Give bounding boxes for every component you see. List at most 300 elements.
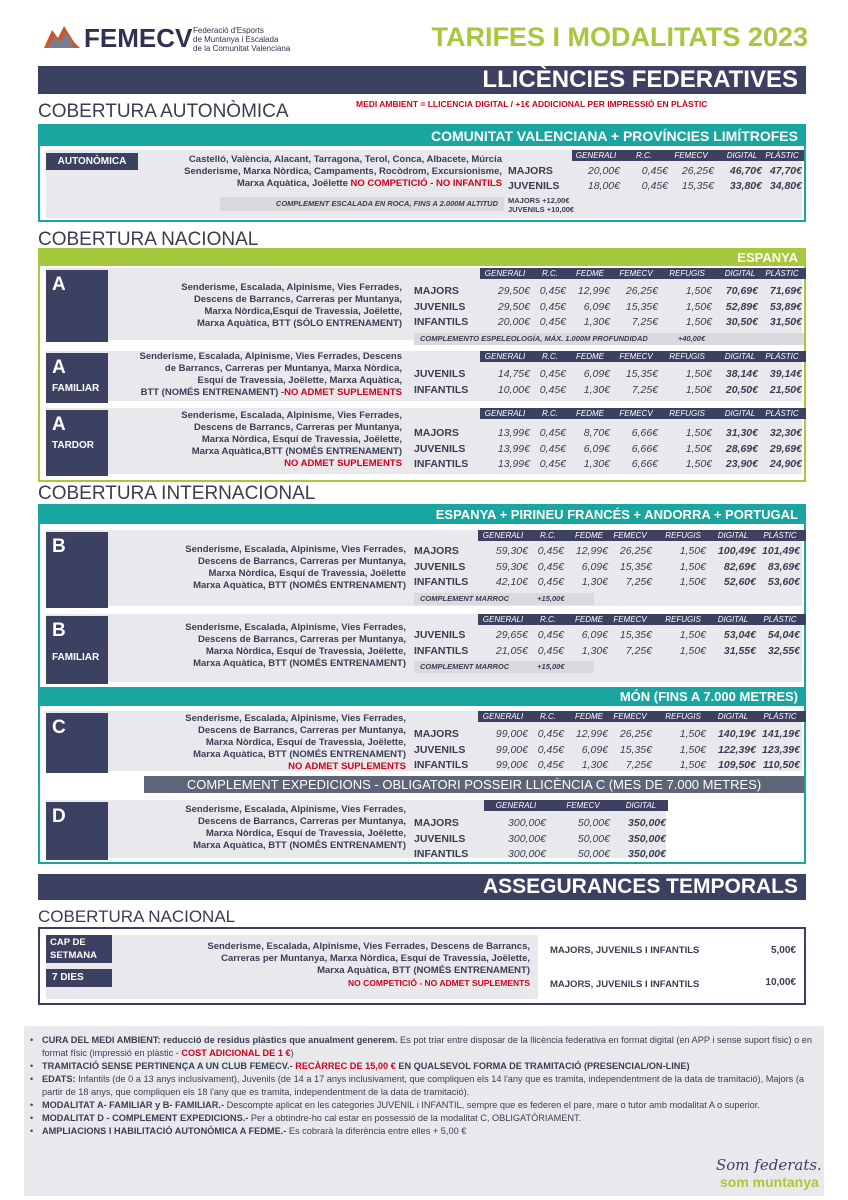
- header-cell: FEMECV: [668, 150, 714, 161]
- row-label: JUVENILS: [414, 832, 466, 845]
- autonomica-complement-vals: [508, 196, 574, 214]
- price-cell: 1,50€: [679, 759, 706, 771]
- price-cell: 32,30€: [769, 427, 802, 439]
- desc-line: Marxa Aquàtica, BTT (NOMÉS ENTRENAMENT): [193, 658, 406, 669]
- header-cell: FEDME: [570, 711, 608, 722]
- price-cell: 15,35€: [619, 629, 652, 641]
- temporals-row-value: 10,00€: [765, 977, 796, 988]
- price-cell: 21,05€: [495, 644, 528, 657]
- header-cell: PLÀSTIC: [760, 711, 800, 722]
- header-cell: DIGITAL: [710, 530, 756, 541]
- header-cell: GENERALI: [480, 268, 530, 279]
- desc-line: Marxa Nòrdica,Esquí de Travessia, Joëlette,: [204, 306, 402, 317]
- header-cell: DIGITAL: [710, 711, 756, 722]
- note-item: • AMPLIACIONS I HABILITACIÓ AUTONÒMICA A FEDME.- Es cobrarà la diferència entre elles + 5,00 €: [30, 1126, 467, 1136]
- note-item: • TRAMITACIÓ SENSE PERTINENÇA A UN CLUB FEMECV.- RECÀRREC DE 15,00 € EN QUALSEVOL FORMA DE TRAMITACIÓ (PRESENCIAL/ON-LINE): [30, 1061, 690, 1071]
- header-cell: PLÀSTIC: [762, 268, 802, 279]
- price-cell: 7,25€: [631, 383, 658, 396]
- price-cell: 70,69€: [725, 285, 758, 297]
- price-cell: 50,00€: [577, 817, 610, 829]
- row-label: JUVENILS: [414, 560, 466, 573]
- code-subtitle: TARDOR: [52, 440, 95, 451]
- price-cell: 0,45€: [537, 560, 564, 573]
- price-cell: 38,14€: [725, 368, 758, 380]
- brand-name: FEMECV: [84, 23, 193, 53]
- note-bold: EN QUALSEVOL FORMA DE TRAMITACIÓ (PRESENCIAL/ON-LINE): [395, 1061, 690, 1071]
- autonomica-bar: COMUNITAT VALENCIANA + PROVÍNCIES LIMÍTROFES: [40, 126, 804, 146]
- desc-line: Esquí de Travessia, Joëlette, Marxa Aquàtica,: [197, 375, 402, 386]
- code-letter: D: [52, 806, 66, 827]
- price-cell: 12,99€: [575, 728, 608, 740]
- header-cell: FEMECV: [556, 800, 610, 811]
- price-cell: 26,25€: [681, 165, 714, 177]
- header-cell: FEMECV: [608, 711, 652, 722]
- price-cell: 13,99€: [497, 458, 530, 470]
- row-label: JUVENILS: [414, 629, 466, 641]
- price-cell: 0,45€: [537, 759, 564, 771]
- price-cell: 300,00€: [508, 817, 546, 829]
- desc-line: Senderisme, Escalada, Alpinisme, Vies Ferrades,: [181, 282, 402, 293]
- price-cell: 15,35€: [619, 743, 652, 756]
- row-label: JUVENILS: [414, 442, 466, 455]
- price-cell: 14,75€: [497, 368, 530, 380]
- row-label: JUVENILS: [414, 368, 466, 380]
- temporals-box: [38, 927, 806, 1005]
- row-label: JUVENILS: [414, 300, 466, 313]
- temporals-bar: ASSEGURANCES TEMPORALS: [38, 874, 806, 900]
- header-cell: FEMECV: [614, 351, 658, 362]
- header-cell: FEDME: [570, 614, 608, 625]
- price-cell: 33,80€: [729, 180, 762, 192]
- price-cell: 20,00€: [587, 165, 620, 177]
- temporals-row-label: MAJORS, JUVENILS I INFANTILS: [550, 979, 700, 990]
- header-cell: REFUGIS: [662, 408, 712, 419]
- price-cell: 31,30€: [725, 427, 758, 439]
- price-cell: 1,50€: [685, 383, 712, 396]
- price-cell: 71,69€: [769, 285, 802, 297]
- price-cell: 141,19€: [762, 728, 800, 740]
- block-desc: [96, 713, 406, 773]
- note-bold: MODALITAT A- FAMILIAR y B- FAMILIAR.-: [42, 1100, 225, 1110]
- code-subtitle: FAMILIAR: [52, 652, 100, 663]
- desc-line: Senderisme, Escalada, Alpinisme, Vies Ferrades,: [185, 544, 406, 555]
- block-desc: [96, 804, 406, 852]
- note-item: • CURA DEL MEDI AMBIENT: reducció de residus plàstics que anualment generem. Es pot triar entre disposar de la llicència federativa en format digital (en APP i sense suport físic) o en format físic (impressió en plàstic - COST ADICIONAL DE 1 €): [30, 1035, 812, 1058]
- header-cell: GENERALI: [480, 351, 530, 362]
- price-cell: 39,14€: [769, 368, 802, 380]
- note-red: COST ADICIONAL DE 1 €: [181, 1048, 291, 1058]
- price-cell: 350,00€: [628, 832, 666, 845]
- row-label: INFANTILS: [414, 458, 469, 470]
- header-cell: R.C.: [532, 530, 564, 541]
- price-cell: 32,55€: [767, 644, 800, 657]
- header-cell: DIGITAL: [722, 408, 758, 419]
- price-cell: 53,04€: [723, 629, 756, 641]
- price-cell: 6,09€: [581, 743, 608, 756]
- block-desc: [96, 544, 406, 592]
- header-cell: REFUGIS: [662, 351, 712, 362]
- price-cell: 53,89€: [769, 300, 802, 313]
- price-cell: 46,70€: [729, 165, 762, 177]
- desc-line: [140, 178, 502, 190]
- price-cell: 59,30€: [495, 545, 528, 557]
- header-cell: PLÀSTIC: [760, 530, 800, 541]
- price-cell: 1,30€: [583, 383, 610, 396]
- price-cell: 54,04€: [767, 629, 800, 641]
- price-cell: 6,09€: [581, 629, 608, 641]
- block-desc: [102, 351, 402, 399]
- price-cell: 110,50€: [762, 759, 800, 771]
- price-cell: 82,69€: [723, 560, 756, 573]
- price-cell: 26,25€: [625, 285, 658, 297]
- price-cell: 6,09€: [583, 442, 610, 455]
- price-cell: 83,69€: [767, 560, 800, 573]
- complement-value: +15,00€: [537, 662, 565, 671]
- desc-line: Marxa Aquàtica, BTT (NOMÉS ENTRENAMENT): [193, 749, 406, 760]
- price-cell: 7,25€: [625, 576, 652, 588]
- price-cell: 300,00€: [508, 848, 546, 860]
- notes-list: [30, 1034, 820, 1138]
- price-cell: 350,00€: [628, 817, 666, 829]
- header-cell: GENERALI: [486, 800, 546, 811]
- note-text: Es cobrarà la diferència entre elles + 5,00 €: [286, 1126, 467, 1136]
- desc-line: Descens de Barrancs, Carreras per Muntanya,: [193, 294, 402, 305]
- row-label: MAJORS: [414, 285, 459, 297]
- price-cell: 31,55€: [723, 644, 756, 657]
- header-cell: DIGITAL: [722, 351, 758, 362]
- section-title: COBERTURA NACIONAL: [38, 229, 259, 250]
- price-cell: 1,50€: [685, 316, 712, 328]
- price-cell: 53,60€: [767, 576, 800, 588]
- complement-label: COMPLEMENT MARROC: [420, 662, 510, 671]
- note-bold: CURA DEL MEDI AMBIENT: reducció de residus plàstics que anualment generem.: [42, 1035, 398, 1045]
- note-bold: MODALITAT D - COMPLEMENT EXPEDICIONS.-: [42, 1113, 249, 1123]
- code-letter: A: [52, 274, 66, 295]
- price-cell: 13,99€: [497, 427, 530, 439]
- header-cell: R.C.: [532, 614, 564, 625]
- temporals-code: 7 DIES: [46, 969, 112, 987]
- desc-line: Senderisme, Marxa Nòrdica, Campaments, Rocòdrom, Excursionisme,: [184, 166, 502, 177]
- temporals-row-value: 5,00€: [770, 945, 796, 956]
- slogan-line1: Som federats.: [716, 1156, 822, 1174]
- header-cell: PLÀSTIC: [760, 614, 800, 625]
- price-cell: 1,50€: [679, 629, 706, 641]
- row-label: INFANTILS: [414, 576, 469, 588]
- price-cell: 29,50€: [497, 285, 530, 297]
- header-cell: FEMECV: [614, 268, 658, 279]
- price-cell: 20,00€: [497, 316, 530, 328]
- price-cell: 1,50€: [679, 576, 706, 588]
- desc-line: Marxa Nòrdica, Esquí de Travessia, Joëlette,: [205, 646, 406, 657]
- price-cell: 0,45€: [539, 368, 566, 380]
- header-cell: REFUGIS: [660, 711, 706, 722]
- price-cell: 0,45€: [641, 180, 668, 192]
- desc-line: Descens de Barrancs, Carreras per Muntanya,: [197, 816, 406, 827]
- row-label: INFANTILS: [414, 848, 469, 860]
- price-cell: 30,50€: [725, 316, 758, 328]
- complement-label: COMPLEMENTO ESPELEOLOGÍA, MÁX. 1.000M PROFUNDIDAD: [420, 333, 648, 343]
- desc-line: Descens de Barrancs, Carreras per Muntanya,: [193, 422, 402, 433]
- price-cell: 0,45€: [537, 576, 564, 588]
- price-cell: 6,66€: [631, 458, 658, 470]
- price-cell: 15,35€: [619, 560, 652, 573]
- price-cell: 12,99€: [575, 545, 608, 557]
- block-desc: [96, 622, 406, 670]
- price-cell: 6,09€: [583, 300, 610, 313]
- section-title: COBERTURA NACIONAL: [38, 907, 236, 926]
- header-cell: PLÀSTIC: [762, 150, 802, 161]
- row-label: MAJORS: [508, 165, 553, 177]
- desc-line: Descens de Barrancs, Carreras per Muntanya,: [197, 634, 406, 645]
- price-cell: 50,00€: [577, 848, 610, 860]
- desc-line: Marxa Aquàtica, BTT (SÓLO ENTRENAMENT): [197, 318, 402, 329]
- desc-line: Descens de Barrancs, Carreras per Muntanya,: [197, 556, 406, 567]
- price-cell: 18,00€: [587, 180, 620, 192]
- header-cell: GENERALI: [478, 614, 528, 625]
- code-subtitle: FAMILIAR: [52, 383, 100, 394]
- header-cell: DIGITAL: [710, 614, 756, 625]
- desc-text: Marxa Aquàtica, Joëlette: [236, 178, 348, 189]
- header-cell: R.C.: [534, 408, 566, 419]
- price-cell: 29,65€: [495, 629, 528, 641]
- price-cell: 1,50€: [685, 368, 712, 380]
- row-label: INFANTILS: [414, 759, 469, 771]
- header-cell: PLÀSTIC: [762, 408, 802, 419]
- header-cell: REFUGIS: [660, 614, 706, 625]
- price-cell: 0,45€: [537, 743, 564, 756]
- price-cell: 21,50€: [769, 383, 802, 396]
- llicencies-bar: LLICÈNCIES FEDERATIVES: [38, 66, 806, 94]
- price-cell: 99,00€: [495, 743, 528, 756]
- mon-bar: MÓN (FINS A 7.000 METRES): [40, 687, 804, 706]
- price-cell: 1,30€: [581, 644, 608, 657]
- autonomica-code: AUTONÒMICA: [46, 153, 138, 170]
- complement-line: MAJORS +12,00€: [508, 196, 570, 205]
- org-line: de la Comunitat Valenciana: [193, 44, 291, 53]
- complement-row: [414, 593, 594, 605]
- temporals-row-label: MAJORS, JUVENILS I INFANTILS: [550, 945, 700, 956]
- internacional-bar: ESPANYA + PIRINEU FRANCÉS + ANDORRA + PORTUGAL: [40, 506, 804, 524]
- price-cell: 10,00€: [497, 383, 530, 396]
- price-cell: 26,25€: [619, 728, 652, 740]
- price-cell: 1,50€: [679, 545, 706, 557]
- header-cell: GENERALI: [480, 408, 530, 419]
- nacional-bar: ESPANYA: [40, 250, 804, 266]
- block-code: [46, 410, 108, 476]
- header-cell: FEMECV: [608, 614, 652, 625]
- price-cell: 59,30€: [495, 560, 528, 573]
- price-cell: 15,35€: [681, 180, 714, 192]
- desc-line: Marxa Aquàtica,BTT (NOMÉS ENTRENAMENT): [191, 446, 402, 457]
- price-cell: 20,50€: [725, 383, 758, 396]
- autonomica-desc: [140, 154, 502, 190]
- header-cell: R.C.: [534, 268, 566, 279]
- desc-line: Marxa Nòrdica, Esquí de Travessia, Joëlette,: [201, 434, 402, 445]
- note-text: Per a obtindre-ho cal estar en possessió de la modalitat C, OBLIGATÒRIAMENT.: [248, 1113, 582, 1123]
- mountain-logo-icon: [44, 24, 80, 48]
- desc-line: Marxa Nòrdica, Esquí de Travessia, Joëlette,: [205, 737, 406, 748]
- header-cell: FEMECV: [614, 408, 658, 419]
- price-cell: 12,99€: [577, 285, 610, 297]
- code-letter: A: [52, 357, 66, 378]
- temporals-code: CAP DE SETMANA: [46, 935, 112, 963]
- desc-line: Senderisme, Escalada, Alpinisme, Vies Ferrades,: [185, 622, 406, 633]
- header-cell: FEDME: [570, 408, 610, 419]
- price-cell: 0,45€: [539, 458, 566, 470]
- price-cell: 50,00€: [577, 832, 610, 845]
- price-cell: 0,45€: [537, 728, 564, 740]
- row-label: INFANTILS: [414, 316, 469, 328]
- note-red: RECÀRREC DE 15,00 €: [295, 1061, 396, 1071]
- header-cell: R.C.: [620, 150, 668, 161]
- price-cell: 122,39€: [718, 743, 756, 756]
- desc-line: Marxa Aquàtica, BTT (NOMÉS ENTRENAMENT): [193, 840, 406, 851]
- price-cell: 350,00€: [628, 848, 666, 860]
- row-label: JUVENILS: [414, 743, 466, 756]
- desc-line: Carreras per Muntanya, Marxa Nòrdica, Esquí de Travessia, Joëlette,: [221, 953, 530, 964]
- note-item: • EDATS: Infantils (de 0 a 13 anys inclusivament), Juvenils (de 14 a 17 anys inclusivament, que compliquen els 14 l'any que es tramita, independentment de la data de tramitació), Majors (a partir de 18 anys, que compliquen els 18 l'any que es tramita, independentment de la data de tramitació).: [30, 1074, 804, 1097]
- price-cell: 0,45€: [539, 300, 566, 313]
- price-cell: 52,89€: [725, 300, 758, 313]
- temporals-desc: [120, 941, 530, 989]
- block-desc: [102, 282, 402, 330]
- desc-line: Marxa Nòrdica, Esquí de Travessia, Joëlette: [208, 568, 406, 579]
- desc-line: [102, 387, 402, 399]
- logo: [44, 24, 80, 48]
- price-cell: 23,90€: [725, 458, 758, 470]
- desc-line: Marxa Aquàtica, BTT (NOMÉS ENTRENAMENT): [317, 965, 530, 976]
- complement-value: +15,00€: [537, 593, 565, 603]
- section-title: COBERTURA AUTONÒMICA: [38, 101, 289, 122]
- section-title: COBERTURA INTERNACIONAL: [38, 483, 316, 504]
- note-item: • MODALITAT D - COMPLEMENT EXPEDICIONS.- Per a obtindre-ho cal estar en possessió de la modalitat C, OBLIGATÒRIAMENT.: [30, 1113, 582, 1123]
- block-code: [46, 270, 108, 342]
- price-cell: 99,00€: [495, 728, 528, 740]
- autonomica-box: [38, 124, 806, 222]
- desc-line: Senderisme, Escalada, Alpinisme, Vies Ferrades,: [185, 804, 406, 815]
- org-line: de Muntanya i Escalada: [193, 35, 279, 44]
- header-cell: REFUGIS: [660, 530, 706, 541]
- note-text: Descompte aplicat en les categories JUVENIL i INFANTIL, sempre que es federen el pare, mare o tutor amb modalitat A o superior.: [224, 1100, 760, 1110]
- desc-line: de Barrancs, Carreras per Muntanya, Marxa Nòrdica,: [164, 363, 402, 374]
- complement-row: [414, 661, 594, 673]
- price-cell: 99,00€: [495, 759, 528, 771]
- price-cell: 109,50€: [718, 759, 756, 771]
- medi-note: MEDI AMBIENT = LLICENCIA DIGITAL / +1€ ADDICIONAL PER IMPRESSIÓ EN PLÀSTIC: [356, 99, 708, 109]
- row-label: MAJORS: [414, 817, 459, 829]
- code-letter: B: [52, 536, 66, 557]
- desc-text: BTT (NOMÉS ENTRENAMENT) -: [140, 387, 285, 398]
- header-cell: GENERALI: [478, 530, 528, 541]
- price-cell: 29,69€: [769, 442, 802, 455]
- desc-warning: NO ADMET SUPLEMENTS: [288, 761, 406, 772]
- block-code: [46, 353, 108, 403]
- price-cell: 28,69€: [725, 442, 758, 455]
- row-label: INFANTILS: [414, 383, 469, 396]
- desc-warning: NO COMPETICIÓ - NO INFANTILS: [350, 178, 502, 189]
- complement-label: COMPLEMENT MARROC: [420, 593, 510, 603]
- header-cell: DIGITAL: [616, 800, 666, 811]
- price-cell: 0,45€: [539, 383, 566, 396]
- row-label: JUVENILS: [508, 180, 560, 192]
- slogan-line2: som muntanya: [720, 1174, 819, 1190]
- header-cell: GENERALI: [572, 150, 620, 161]
- note-bold: EDATS:: [42, 1074, 76, 1084]
- price-cell: 0,45€: [539, 427, 566, 439]
- price-cell: 123,39€: [762, 743, 800, 756]
- price-cell: 26,25€: [619, 545, 652, 557]
- price-cell: 100,49€: [718, 545, 756, 557]
- header-cell: REFUGIS: [662, 268, 712, 279]
- note-text: Es pot triar entre disposar de la llicència federativa en format digital (en APP i sense suport físic) o en format físic (impressió en plàstic -: [42, 1035, 812, 1058]
- price-cell: 42,10€: [495, 576, 528, 588]
- price-cell: 0,45€: [641, 165, 668, 177]
- header-cell: FEDME: [570, 268, 610, 279]
- desc-line: Senderisme, Escalada, Alpinisme, Vies Ferrades, Descens de Barrancs,: [207, 941, 530, 952]
- price-cell: 24,90€: [769, 458, 802, 470]
- desc-warning: NO ADMET SUPLEMENTS: [284, 458, 402, 469]
- expedicions-bar: COMPLEMENT EXPEDICIONS - OBLIGATORI POSSEIR LLICÈNCIA C (MES DE 7.000 METRES): [144, 776, 804, 793]
- price-cell: 101,49€: [762, 545, 800, 557]
- price-cell: 31,50€: [769, 316, 802, 328]
- header-cell: PLÀSTIC: [762, 351, 802, 362]
- desc-line: Marxa Nòrdica, Esquí de Travessia, Joëlette,: [205, 828, 406, 839]
- price-cell: 34,80€: [769, 180, 802, 192]
- row-label: MAJORS: [414, 427, 459, 439]
- price-cell: 1,50€: [685, 300, 712, 313]
- note-bold: TRAMITACIÓ SENSE PERTINENÇA A UN CLUB FEMECV.-: [42, 1061, 296, 1071]
- note-item: • MODALITAT A- FAMILIAR y B- FAMILIAR.- Descompte aplicat en les categories JUVENIL i INFANTIL, sempre que es federen el pare, mare o tutor amb modalitat A o superior.: [30, 1100, 760, 1110]
- price-cell: 1,50€: [679, 728, 706, 740]
- price-cell: 6,09€: [583, 368, 610, 380]
- complement-row: [414, 333, 804, 345]
- org-name: [193, 26, 290, 53]
- price-cell: 52,60€: [723, 576, 756, 588]
- note-text: ): [290, 1048, 294, 1058]
- price-cell: 7,25€: [631, 316, 658, 328]
- row-label: MAJORS: [414, 545, 459, 557]
- org-line: Federació d'Esports: [193, 26, 264, 35]
- block-desc: [102, 410, 402, 470]
- desc-line: Castelló, València, Alacant, Tarragona, Terol, Conca, Albacete, Múrcia: [188, 154, 502, 165]
- price-cell: 29,50€: [497, 300, 530, 313]
- price-cell: 47,70€: [769, 165, 802, 177]
- price-cell: 6,66€: [631, 427, 658, 439]
- header-cell: GENERALI: [478, 711, 528, 722]
- price-cell: 1,30€: [583, 316, 610, 328]
- price-cell: 1,50€: [685, 458, 712, 470]
- autonomica-complement: COMPLEMENT ESCALADA EN ROCA, FINS A 2.000M ALTITUD: [220, 197, 504, 211]
- price-cell: 8,70€: [583, 427, 610, 439]
- complement-value: +40,00€: [677, 333, 706, 343]
- header-cell: FEMECV: [608, 530, 652, 541]
- header-cell: R.C.: [532, 711, 564, 722]
- header-cell: R.C.: [534, 351, 566, 362]
- code-letter: B: [52, 620, 66, 641]
- note-bold: AMPLIACIONS I HABILITACIÓ AUTONÒMICA A FEDME.-: [42, 1126, 287, 1136]
- desc-line: Marxa Aquàtica, BTT (NOMÉS ENTRENAMENT): [193, 580, 406, 591]
- price-cell: 13,99€: [497, 442, 530, 455]
- desc-warning: NO ADMET SUPLEMENTS: [284, 387, 402, 398]
- price-cell: 1,50€: [685, 427, 712, 439]
- price-cell: 1,50€: [679, 560, 706, 573]
- price-cell: 1,50€: [685, 285, 712, 297]
- price-cell: 15,35€: [625, 300, 658, 313]
- price-cell: 1,50€: [685, 442, 712, 455]
- price-cell: 140,19€: [718, 728, 756, 740]
- price-cell: 0,45€: [539, 442, 566, 455]
- price-cell: 1,30€: [581, 759, 608, 771]
